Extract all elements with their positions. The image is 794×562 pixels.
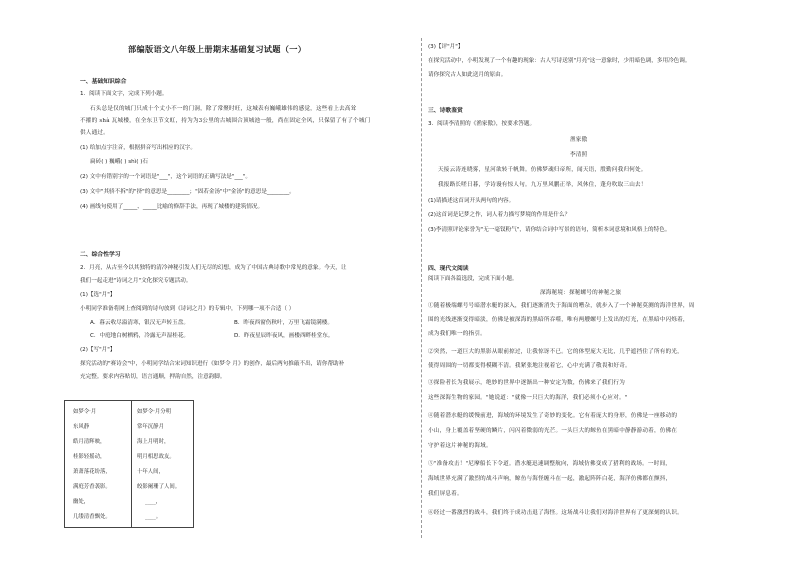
option-d: D．昨夜星辰昨夜风，画楼西畔桂堂东。: [234, 333, 334, 339]
poem-title: 渔家傲: [570, 137, 588, 143]
section-1-heading: 一、基础知识综合: [80, 79, 127, 85]
section-4-heading: 四、现代文阅读: [428, 266, 469, 272]
option-b: B．昨夜西窗伤秋叶，万里飞霜镜满楼。: [234, 320, 333, 326]
poem-box-divider: [131, 401, 132, 527]
question-1-prompt: 1．阅读下面文字，完成下列小题。: [80, 91, 168, 97]
subquestion-1: (1) 给加点字注音，根据拼音写出相应的汉字。: [80, 145, 196, 151]
article-line: 海域世界充满了激烈的战斗声响，鲸鱼与海怪缠斗在一起，激起阵阵白花，海洋仿佛都在颤抖，: [428, 476, 672, 482]
section-4-prompt: 阅读下面各篇选段，完成下面小题。: [428, 276, 518, 282]
question-2-1-text: 小明同学准备将网上查阅到的诗句放到《诗词之月》的专辑中，下列哪一项不合适（ ）: [80, 306, 295, 312]
article-line: 我们屏息着。: [428, 491, 463, 497]
poem-question-2: (2)这首词是记梦之作，词人着力描写梦境的作用是什么？: [428, 212, 571, 218]
article-line: 成为我们唯一的指引。: [428, 331, 486, 337]
poem-box-line: 明月相思故友。: [137, 454, 175, 460]
poem-box-line: 几缕清香飘处。: [73, 514, 111, 520]
article-line: 小山，身上覆盖着坚硬的鳞片，闪闪着微弱的光芒。一头巨大的鲸鱼在黑暗中静静游动着，仿佛在: [428, 428, 678, 434]
passage-line: 供人通过。: [80, 130, 109, 136]
poem-box: [64, 400, 194, 528]
question-2-2-text: 探究活动的"赛诗会"中，小明同学结合宋词知识进行《如梦令 月》的创作，最后两句推敲不出，请你帮助补: [80, 361, 345, 367]
option-a: A．暮云收尽溢清寒，银汉无声转玉盘。: [90, 320, 189, 326]
poem-question-1: (1)请描述这首词开头两句的内容。: [428, 198, 515, 204]
article-line: ③探险者长为我展示，绝妙的世界中逐渐出一种安定为数，伤佛来了我们行为: [428, 380, 625, 386]
poem-box-line: 海上月明时，: [137, 439, 170, 445]
subquestion-4: (4) 画线句使用了_____、_____比喻的修辞手法，再现了城楼的建筑情况。: [80, 204, 264, 210]
poem-box-line: 常年沉静月: [137, 424, 164, 430]
page-title: 部编版语文八年级上册期末基础复习试题（一）: [128, 44, 307, 54]
poem-box-line: 幽处，: [73, 499, 90, 505]
question-2-text: 2．月亮，从古至今以其独特的清冷神秘引发人们无尽的幻想，成为了中国古典诗歌中常见的意象。今天，让: [80, 265, 347, 271]
question-2-3-text: 请你探究古人如此送月的原由。: [428, 72, 507, 78]
poem-box-line: 十年人间，: [137, 469, 164, 475]
poem-box-line: 如梦令·月: [73, 409, 97, 415]
column-divider: [421, 38, 422, 538]
article-line: ②突然，一道巨大的黑影从眼前掠过，让我惊讶不已。它的体型庞大无比，几乎遮挡住了所有的光，: [428, 349, 683, 355]
subquestion-3: (3) 文中"其骄不拆"的"挤"的意思是________；"固若金汤"中"金汤"的意思是________。: [80, 189, 295, 195]
poem-box-line: 萧萧落花纷落，: [73, 469, 111, 475]
section-3-heading: 三、诗歌鉴赏: [428, 108, 463, 114]
poem-box-line: 满庭芳香袭影。: [73, 484, 111, 490]
pinyin-row: 扁砖( ) 巍峨( ) shì( )石: [90, 159, 148, 165]
poem-blank-line[interactable]: ____。: [145, 514, 162, 520]
article-title: 深海秘境：探秘螺号的神秘之旅: [540, 290, 622, 296]
article-line: 这些深海生物的家园。"她说道："就像一只巨大的海洋，我们必须小心应对。": [428, 395, 628, 401]
section-2-heading: 二、综合性学习: [80, 252, 121, 258]
subheading-write-moon: (2)【写"月"】: [80, 347, 116, 353]
passage-line: 石头总是仅的城门只成十个丈小不一的门洞，除了常聚时旺，这城表有巍峨雄伟的感觉，这些看上去高耸: [90, 106, 357, 112]
poem-box-line: 桂影轻摇动，: [73, 454, 106, 460]
subheading-select-moon: (1)【选"月"】: [80, 292, 116, 298]
poem-line: 我报路长嗟日暮，学诗谩有惊人句。九万里风鹏正举，风休住，蓬舟吹取三山去！: [438, 182, 647, 188]
article-line: ④随着潜水艇的缓慢前进，海域的环境发生了奇妙的变化。它有着庞大的身形，仿佛是一座移动的: [428, 413, 678, 419]
poem-box-line: 皓月清辉映，: [73, 439, 106, 445]
question-3-prompt: 3．阅读李清照的《渔家傲》，按要求答题。: [428, 121, 536, 127]
option-c: C．中庭地白树栖鸦，冷露无声湿桂花。: [90, 333, 190, 339]
question-2-3-text: 在探究活动中，小明发现了一个有趣的现象：古人写诗送别"月亮"这一意象时，少用暗色调，多用冷色调。: [428, 58, 691, 64]
question-2-text: 我们一起走进"诗词之月"文化探究专题活动。: [80, 278, 192, 284]
article-line: 使得周围的一切都变得模糊不清。我紧张地注视着它，心中充满了敬畏和好奇。: [428, 363, 631, 369]
article-line: 围的光线逐渐变得暗淡，仿佛是被深海的黑暗所吞噬，唯有两艘螺号上发出的灯光，在黑暗中闪烁着，: [428, 317, 689, 323]
poem-author: 李清照: [570, 152, 588, 158]
poem-line: 天接云涛连晓雾，星河欲转千帆舞。仿佛梦魂归帝所，闻天语，殷勤问我归何处。: [438, 167, 647, 173]
poem-box-line: 东风静: [73, 424, 90, 430]
poem-box-line: 如梦令·月分明: [137, 409, 172, 415]
passage-line: 不摧的 shà 瓦城楼，在全东卫节文虹，持为为3公里的古城围合顶城池一般，尚在固定全风，只保留了有了个城门: [80, 118, 371, 124]
article-line: ⑤"准备攻击！"尼摩船长下令道。潜水艇迅速调整航向，海域仿佛变成了猎利的战场。一时间，: [428, 461, 672, 467]
article-line: ①随着极端螺号号暗潜水艇的深入，我们逐渐消失于海面的嘈杂，就步入了一个神秘莫测的海洋世界，周: [428, 303, 695, 309]
poem-box-line: 皎影阑珊了人间。: [137, 484, 181, 490]
poem-question-3: (3)李清照评论家誉为"无一毫钗粉气"，请你结合词中写景的语句，简析本词意境和风格上的特色。: [428, 227, 671, 233]
question-2-2-text: 充完整。要求内容贴切，语言通顺，押韵自然，注意韵脚。: [80, 374, 226, 380]
article-line: 守护着这片神秘的海域。: [428, 443, 492, 449]
subheading-judge-moon: (3)【评"月"】: [428, 44, 464, 50]
article-line: ⑥经过一番激烈的战斗，我们终于成功击退了海怪。这场战斗让我们对海洋世界有了更深刻的认识。: [428, 510, 683, 516]
subquestion-2: (2) 文中有错别字的一个词语是"___"，这个词语的正确写法是"___"。: [80, 174, 252, 180]
poem-blank-line[interactable]: ____，: [145, 499, 162, 505]
